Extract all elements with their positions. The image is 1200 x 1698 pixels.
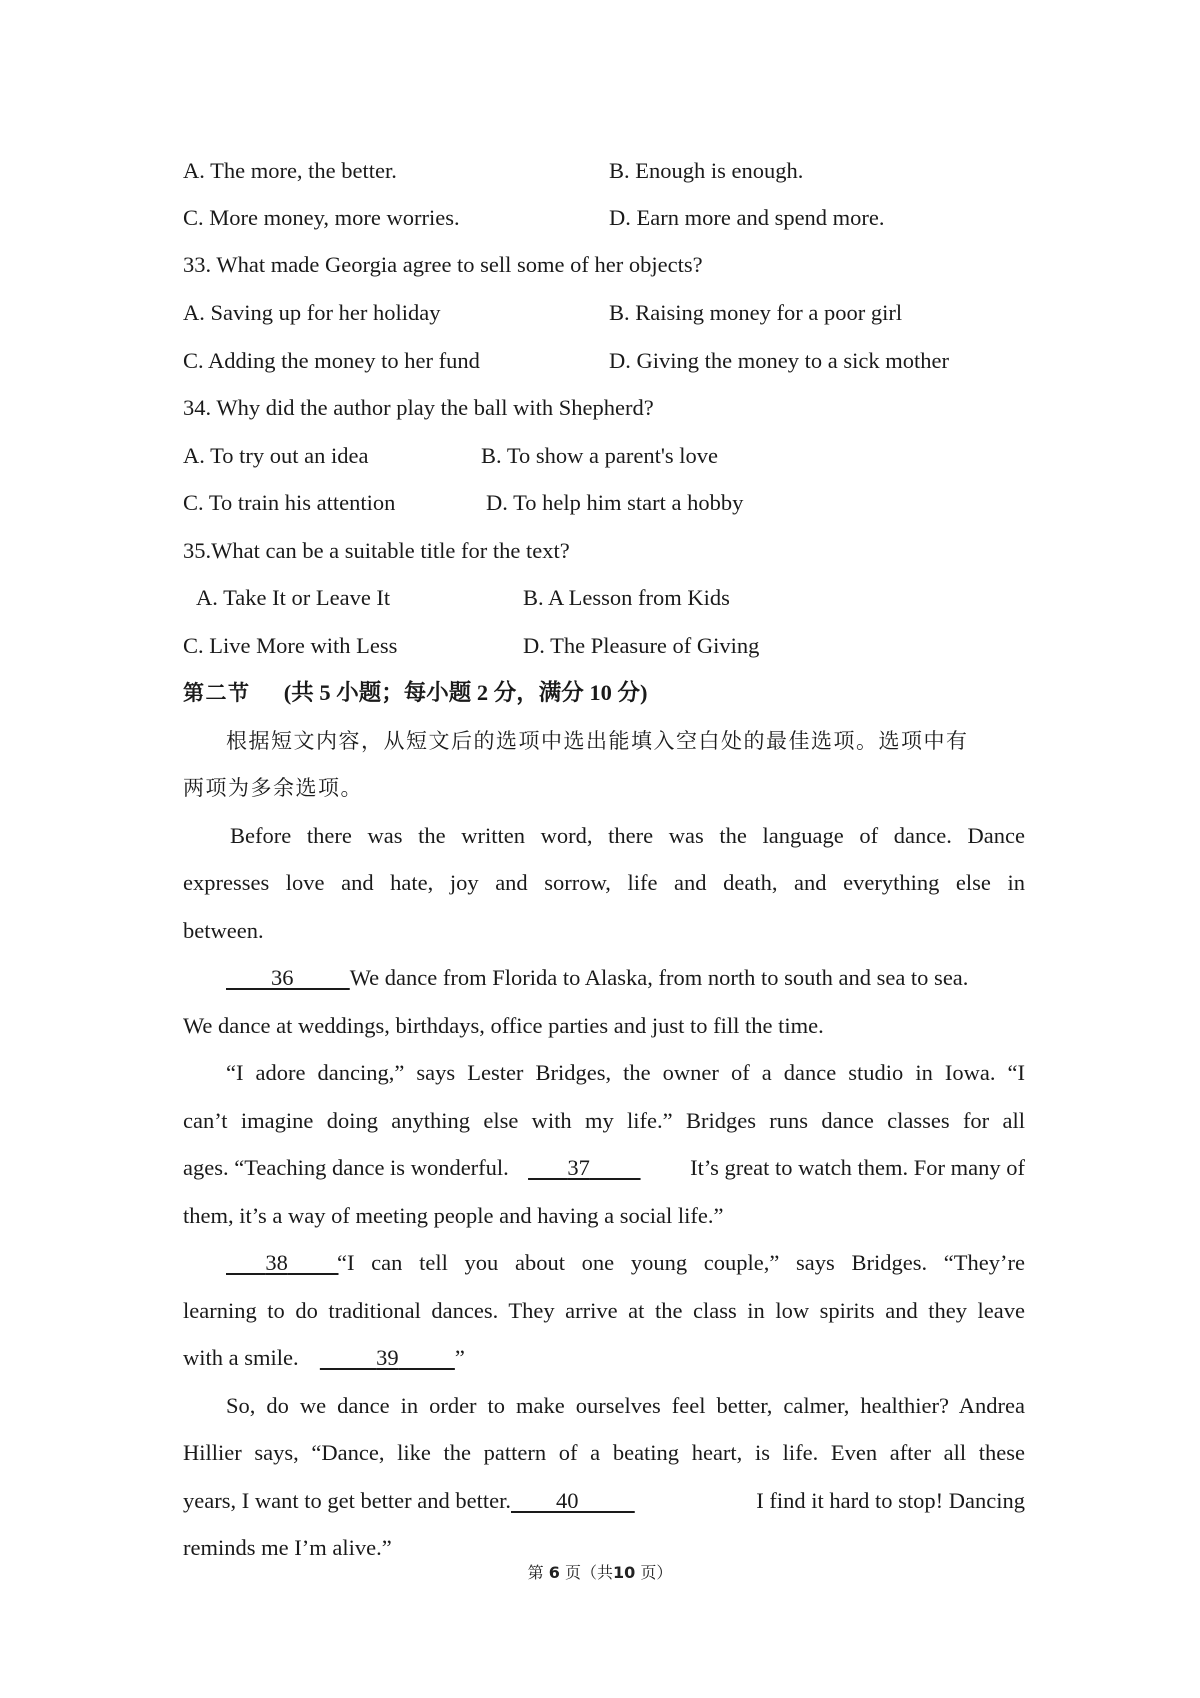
q34-option-d: D. To help him start a hobby (486, 490, 744, 515)
q34-option-a: A. To try out an idea (183, 443, 369, 468)
passage-p3-line-4: them, it’s a way of meeting people and having a social life.” (183, 1203, 724, 1228)
q33-option-a: A. Saving up for her holiday (183, 300, 441, 325)
q32-option-c: C. More money, more worries. (183, 205, 460, 230)
passage-p3-line-1: “I adore dancing,” says Lester Bridges, the owner of a dance studio in Iowa. “I (226, 1060, 1025, 1085)
passage-p3-line-2: can’t imagine doing anything else with my life.” Bridges runs dance classes for all (183, 1108, 1025, 1133)
section-heading-title: 第二节 (183, 681, 251, 705)
passage-p2-line-2: We dance at weddings, birthdays, office parties and just to fill the time. (183, 1013, 824, 1038)
instruction-line-2: 两项为多余选项。 (183, 776, 363, 800)
passage-p4-line-3 (183, 1343, 465, 1373)
q34-option-b: B. To show a parent's love (481, 443, 719, 468)
passage-p2-line-1-text: We dance from Florida to Alaska, from north to south and sea to sea. (349, 965, 969, 990)
section-heading (183, 678, 648, 708)
passage-p1-line-2: expresses love and hate, joy and sorrow, life and death, and everything else in (183, 870, 1025, 895)
q35-option-d: D. The Pleasure of Giving (523, 633, 760, 658)
passage-p5-line-2: Hillier says, “Dance, like the pattern of a beating heart, is life. Even after all these (183, 1440, 1025, 1465)
q33-option-d: D. Giving the money to a sick mother (609, 348, 949, 373)
q35-option-c: C. Live More with Less (183, 633, 398, 658)
passage-p3-line-3-pre: ages. “Teaching dance is wonderful. (183, 1155, 509, 1180)
footer-total-pages: 10 (612, 1563, 636, 1582)
q33-question: 33. What made Georgia agree to sell some of her objects? (183, 252, 703, 277)
q32-option-d: D. Earn more and spend more. (609, 205, 885, 230)
blank-40: 40 (556, 1488, 579, 1513)
section-heading-detail: (共 5 小题；每小题 2 分，满分 10 分) (283, 680, 648, 705)
blank-36: 36 (271, 965, 294, 990)
q32-option-b: B. Enough is enough. (609, 158, 804, 183)
passage-p4-line-1 (226, 1248, 1025, 1278)
passage-p3-line-3 (183, 1153, 1025, 1183)
q35-option-a: A. Take It or Leave It (196, 585, 391, 610)
passage-p2-line-1 (226, 963, 968, 993)
q35-question: 35.What can be a suitable title for the text? (183, 538, 570, 563)
q35-option-b: B. A Lesson from Kids (523, 585, 730, 610)
footer-page-number: 6 (548, 1563, 560, 1582)
blank-38: 38 (265, 1250, 288, 1275)
q32-option-a: A. The more, the better. (183, 158, 397, 183)
footer-mid: 页（共 (564, 1563, 613, 1582)
q34-question: 34. Why did the author play the ball with Shepherd? (183, 395, 654, 420)
passage-p5-line-1: So, do we dance in order to make ourselves feel better, calmer, healthier? Andrea (226, 1393, 1025, 1418)
q33-option-b: B. Raising money for a poor girl (609, 300, 903, 325)
passage-p5-line-4: reminds me I’m alive.” (183, 1535, 392, 1560)
q33-option-c: C. Adding the money to her fund (183, 348, 480, 373)
passage-p1-line-1: Before there was the written word, there was the language of dance. Dance (230, 823, 1025, 848)
passage-p3-line-3-post: It’s great to watch them. For many of (690, 1155, 1025, 1180)
footer-pre: 第 (527, 1563, 544, 1582)
blank-39: 39 (376, 1345, 399, 1370)
footer-post: 页） (640, 1563, 673, 1582)
passage-p5-line-3 (183, 1486, 1025, 1516)
instruction-line-1: 根据短文内容，从短文后的选项中选出能填入空白处的最佳选项。选项中有 (226, 729, 969, 753)
passage-p4-line-3-pre: with a smile. (183, 1345, 299, 1370)
passage-p4-line-2: learning to do traditional dances. They arrive at the class in low spirits and they leave (183, 1298, 1025, 1323)
page-footer (0, 1560, 1200, 1583)
blank-37: 37 (567, 1155, 590, 1180)
passage-p5-line-3-post: I find it hard to stop! Dancing (756, 1488, 1025, 1513)
q34-option-c: C. To train his attention (183, 490, 396, 515)
passage-p4-line-3-post: ” (454, 1345, 465, 1370)
passage-p4-line-1-text: “I can tell you about one young couple,” says Bridges. “They’re (337, 1250, 1025, 1275)
passage-p1-line-3: between. (183, 918, 264, 943)
passage-p5-line-3-pre: years, I want to get better and better. (183, 1488, 511, 1513)
